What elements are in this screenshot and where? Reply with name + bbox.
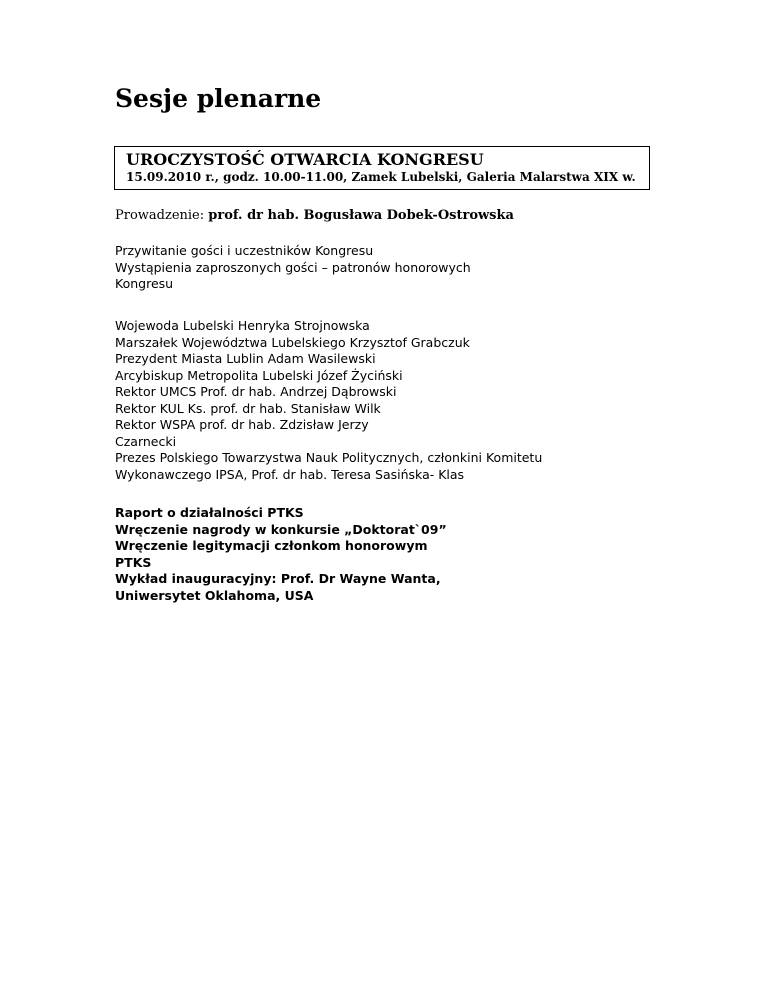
speaker-line: Wykonawczego IPSA, Prof. dr hab. Teresa Sasińska- Klas	[115, 466, 465, 482]
welcome-list	[115, 243, 471, 293]
speaker-line: Prezes Polskiego Towarzystwa Nauk Politycznych, członkini Komitetu	[115, 450, 543, 465]
chair-line	[115, 207, 514, 225]
chair-label: Prowadzenie:	[115, 208, 205, 223]
welcome-line: Przywitanie gości i uczestników Kongresu	[115, 243, 374, 258]
session-details: 15.09.2010 r., godz. 10.00-11.00, Zamek Lubelski, Galeria Malarstwa XIX w.	[126, 170, 636, 184]
speaker-line: Czarnecki	[115, 433, 177, 449]
speaker-line: Wojewoda Lubelski Henryka Strojnowska	[115, 318, 370, 333]
page-title: Sesje plenarne	[115, 84, 322, 113]
speaker-list	[115, 318, 542, 483]
speaker-line: Marszałek Województwa Lubelskiego Krzysztof Grabczuk	[115, 334, 470, 350]
program-line: Raport o działalności PTKS	[115, 505, 304, 520]
speaker-line: Rektor UMCS Prof. dr hab. Andrzej Dąbrowski	[115, 384, 397, 399]
speaker-line: Prezydent Miasta Lublin Adam Wasilewski	[115, 351, 376, 366]
program-list	[115, 505, 447, 604]
program-line: Uniwersytet Oklahoma, USA	[115, 587, 314, 603]
program-line: Wręczenie nagrody w konkursie „Doktorat`09”	[115, 521, 447, 537]
program-line: PTKS	[115, 554, 152, 570]
welcome-line: Wystąpienia zaproszonych gości – patronów honorowych	[115, 259, 471, 275]
program-line: Wręczenie legitymacji członkom honorowym	[115, 538, 428, 553]
program-line: Wykład inauguracyjny: Prof. Dr Wayne Wanta,	[115, 571, 441, 586]
speaker-line: Rektor KUL Ks. prof. dr hab. Stanisław Wilk	[115, 400, 381, 416]
welcome-line: Kongresu	[115, 276, 174, 291]
session-box	[114, 146, 650, 190]
session-heading: UROCZYSTOŚĆ OTWARCIA KONGRESU	[126, 150, 484, 169]
chair-name: prof. dr hab. Bogusława Dobek-Ostrowska	[208, 208, 514, 223]
speaker-line: Arcybiskup Metropolita Lubelski Józef Życiński	[115, 367, 403, 383]
speaker-line: Rektor WSPA prof. dr hab. Zdzisław Jerzy	[115, 417, 369, 432]
